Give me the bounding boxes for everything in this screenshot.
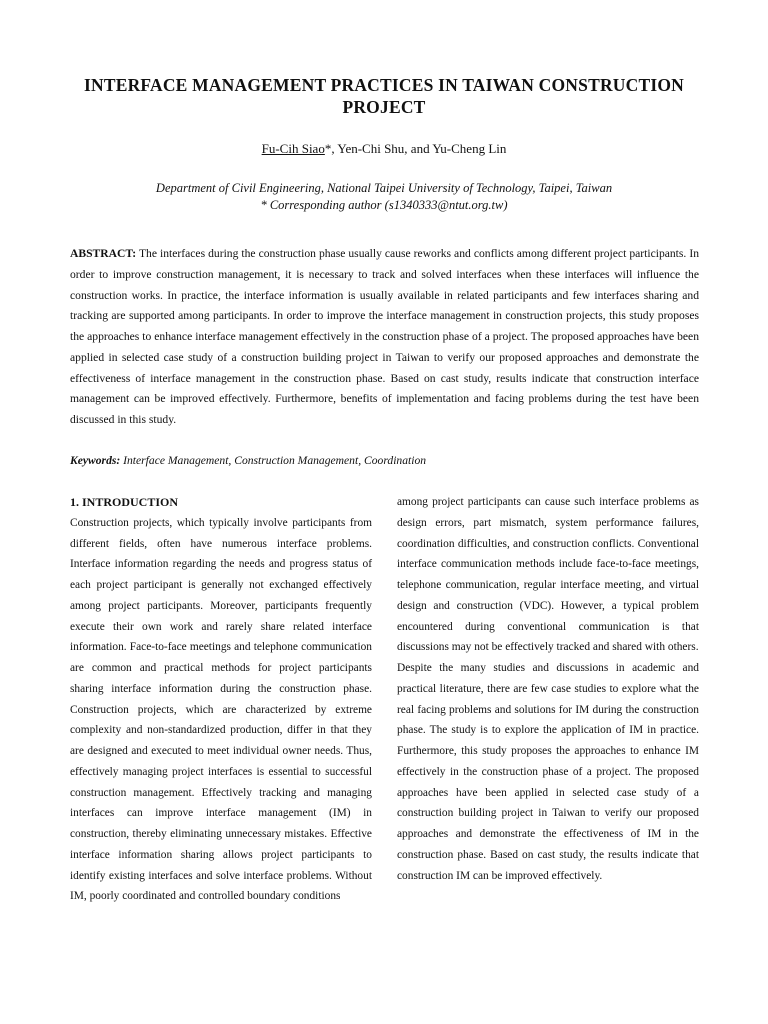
intro-paragraph-1-continued: among project participants can cause such interface problems as design errors, part mismatch, system performance failures, coordination difficulties, and construction conflicts. Conventional interface communication methods include face-to-face meetings, telephone communication, regular interface meeting, and virtual design and construction (VDC). However, a typical problem encountered during conventional communication is that discussions may not be effectively tracked and shared with others.	[397, 496, 699, 654]
corresponding-author	[60, 197, 708, 214]
intro-paragraph-2: Despite the many studies and discussions in academic and practical literature, there are few case studies to explore what the real facing problems and solutions for IM during the construction phase. The study is to explore the application of IM in practice. Furthermore, this study proposes the approaches to enhance IM effectively in the construction phase of a project. The proposed approaches have been applied in selected case study of a construction building project in Taiwan to verify our proposed approaches and demonstrate the effectiveness of IM in the construction phase. Based on cast study, the results indicate that construction IM can be improved effectively.	[397, 662, 699, 882]
email-link[interactable]: s1340333@ntut.org.tw	[388, 198, 504, 212]
section-heading: 1. INTRODUCTION	[70, 495, 179, 509]
other-authors: *, Yen-Chi Shu, and Yu-Cheng Lin	[324, 141, 507, 156]
abstract-label: ABSTRACT:	[70, 247, 137, 260]
author-line	[60, 140, 708, 158]
affiliation: Department of Civil Engineering, National Taipei University of Technology, Taipei, Taiwan	[155, 181, 613, 195]
keywords-text: Interface Management, Construction Management, Coordination	[120, 454, 427, 467]
paper-title: INTERFACE MANAGEMENT PRACTICES IN TAIWAN CONSTRUCTION PROJECT	[83, 75, 684, 117]
first-author-link[interactable]: Fu-Cih Siao	[261, 141, 325, 156]
keywords-label: Keywords:	[70, 454, 121, 467]
keywords	[70, 452, 699, 470]
abstract-text: The interfaces during the construction phase usually cause reworks and conflicts among different project participants. In order to improve construction management, it is necessary to track and solved interfaces when these interfaces will influence the construction works. In practice, the interface information is usually available in related participants and few interfaces sharing and tracking are supported among participants. In order to improve the interface management in construction projects, this study proposes the approaches to enhance interface management effectively in the construction phase of a project. The proposed approaches have been applied in selected case study of a construction building project in Taiwan to verify our proposed approaches and demonstrate the effectiveness of interface management in the construction phase. Based on cast study, results indicate that construction interface management can be improved effectively. Furthermore, benefits of implementation and facing problems during the test have been discussed in this study.	[70, 247, 699, 426]
corresponding-prefix: * Corresponding author (	[260, 198, 389, 212]
right-column	[397, 492, 699, 886]
intro-paragraph-1: Construction projects, which typically involve participants from different fields, often have numerous interface problems. Interface information regarding the needs and progress status of each project participant is generally not exchanged effectively among project participants. Moreover, participants frequently execute their own work and rarely share related interface information. Face-to-face meetings and telephone communication are common and practical methods for project participants sharing interface information during the construction phase. Construction projects, which are characterized by extreme complexity and non-standardized production, differ in that they are designed and executed to meet individual owner needs. Thus, effectively managing project interfaces is essential to successful construction management. Effectively tracking and managing interfaces can improve interface management (IM) in construction, thereby eliminating unnecessary mistakes. Effective interface information sharing allows project participants to identify existing interfaces and solve interface problems. Without IM, poorly coordinated and controlled boundary conditions	[70, 516, 372, 903]
corresponding-suffix: )	[503, 198, 508, 212]
affiliation-block	[60, 180, 708, 214]
abstract	[70, 244, 699, 431]
left-column	[70, 492, 372, 907]
